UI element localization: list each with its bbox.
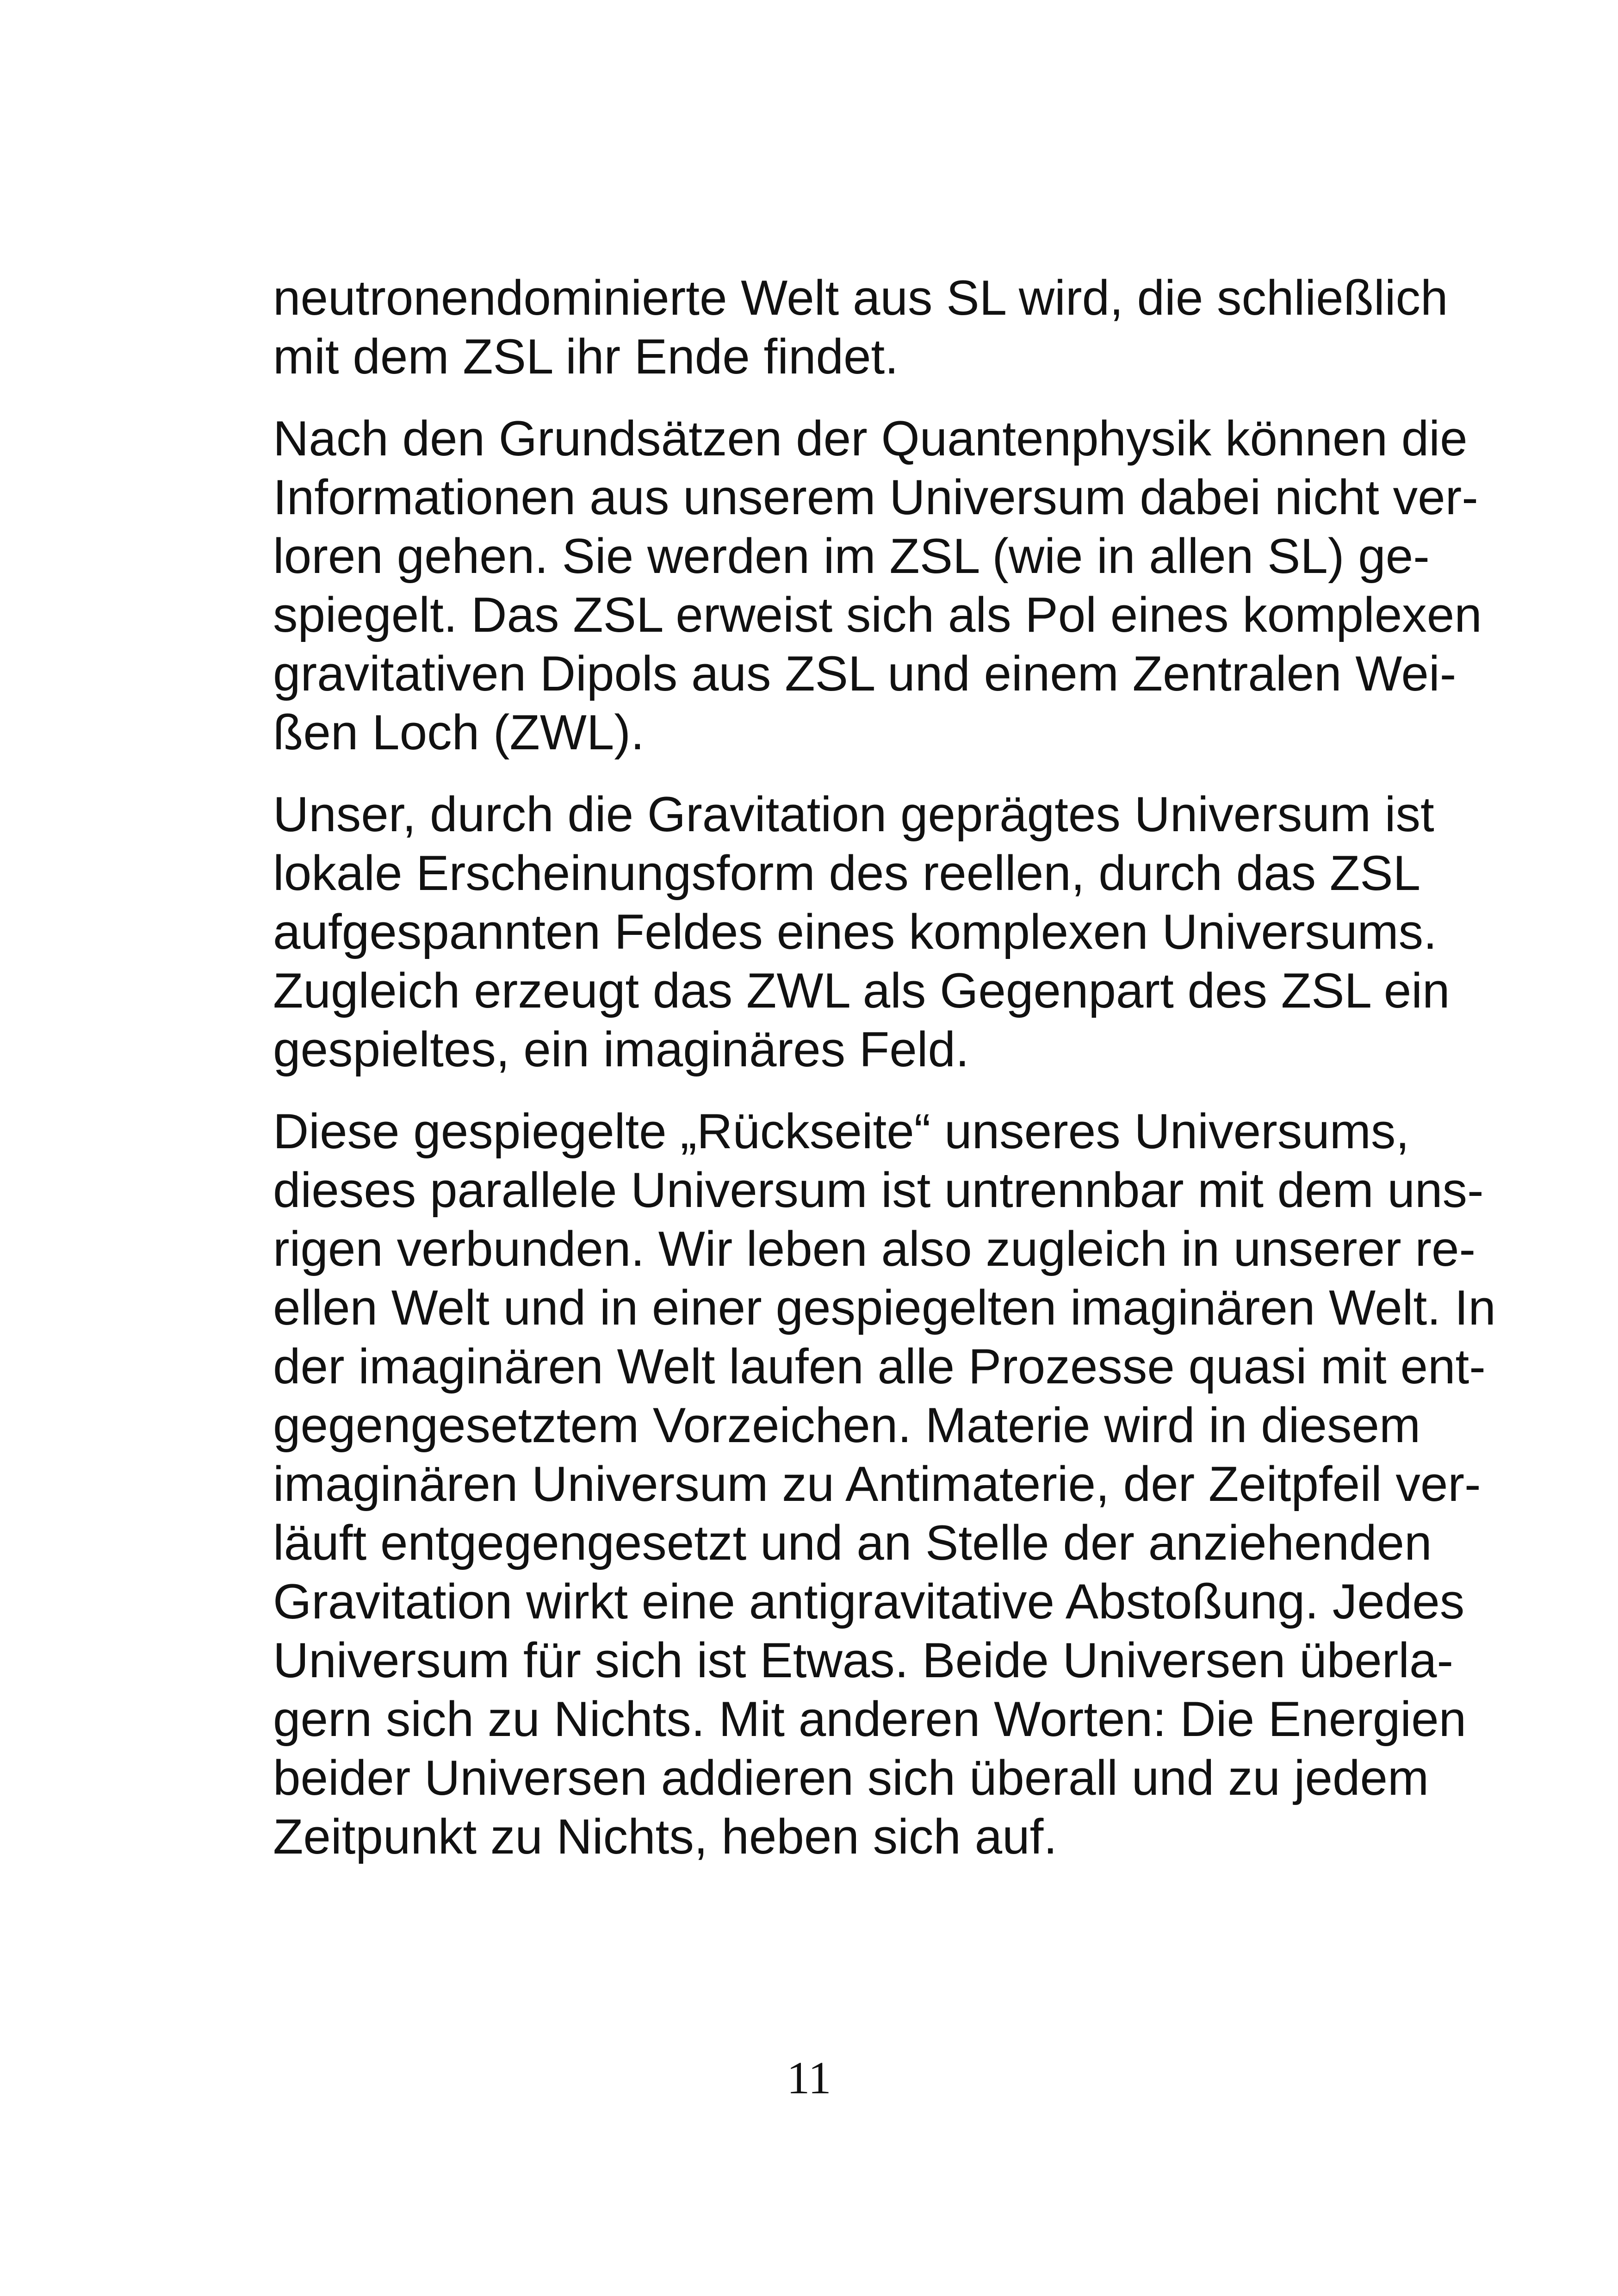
text-line: Universum für sich ist Etwas. Beide Universen überla-: [273, 1632, 1454, 1688]
text-line: lokale Erscheinungsform des reellen, durch das ZSL: [273, 845, 1421, 901]
paragraph-2: [273, 409, 1482, 762]
paragraph-1: [273, 268, 1448, 386]
paragraph-4: [273, 1102, 1496, 1866]
text-line: Zeitpunkt zu Nichts, heben sich auf.: [273, 1809, 1058, 1864]
text-line: spiegelt. Das ZSL erweist sich als Pol eines komplexen: [273, 587, 1482, 642]
text-line: der imaginären Welt laufen alle Prozesse quasi mit ent-: [273, 1338, 1486, 1394]
text-line: Informationen aus unserem Universum dabei nicht ver-: [273, 469, 1478, 525]
text-line: Gravitation wirkt eine antigravitative Abstoßung. Jedes: [273, 1574, 1465, 1629]
text-line: gern sich zu Nichts. Mit anderen Worten: Die Energien: [273, 1691, 1467, 1747]
text-line: Nach den Grundsätzen der Quantenphysik können die: [273, 411, 1468, 466]
text-line: mit dem ZSL ihr Ende findet.: [273, 329, 899, 384]
text-line: ßen Loch (ZWL).: [273, 704, 645, 760]
text-line: beider Universen addieren sich überall und zu jedem: [273, 1750, 1429, 1805]
text-line: aufgespannten Feldes eines komplexen Universums.: [273, 904, 1437, 959]
text-line: läuft entgegengesetzt und an Stelle der anziehenden: [273, 1515, 1432, 1570]
text-line: rigen verbunden. Wir leben also zugleich in unserer re-: [273, 1221, 1476, 1276]
text-line: imaginären Universum zu Antimaterie, der Zeitpfeil ver-: [273, 1456, 1481, 1512]
body-text: [273, 268, 1496, 1889]
text-line: loren gehen. Sie werden im ZSL (wie in allen SL) ge-: [273, 528, 1430, 584]
page-number: 11: [787, 2052, 831, 2103]
paragraph-3: [273, 785, 1450, 1079]
text-line: gravitativen Dipols aus ZSL und einem Zentralen Wei-: [273, 646, 1457, 701]
text-line: gegengesetztem Vorzeichen. Materie wird in diesem: [273, 1397, 1421, 1453]
text-line: Unser, durch die Gravitation geprägtes Universum ist: [273, 786, 1434, 842]
text-line: dieses parallele Universum ist untrennbar mit dem uns-: [273, 1162, 1484, 1218]
text-line: ellen Welt und in einer gespiegelten imaginären Welt. In: [273, 1280, 1496, 1335]
text-line: neutronendominierte Welt aus SL wird, die schließlich: [273, 270, 1448, 325]
text-line: Zugleich erzeugt das ZWL als Gegenpart des ZSL ein: [273, 963, 1450, 1018]
text-line: Diese gespiegelte „Rückseite“ unseres Universums,: [273, 1103, 1410, 1159]
text-line: gespieltes, ein imaginäres Feld.: [273, 1021, 969, 1077]
